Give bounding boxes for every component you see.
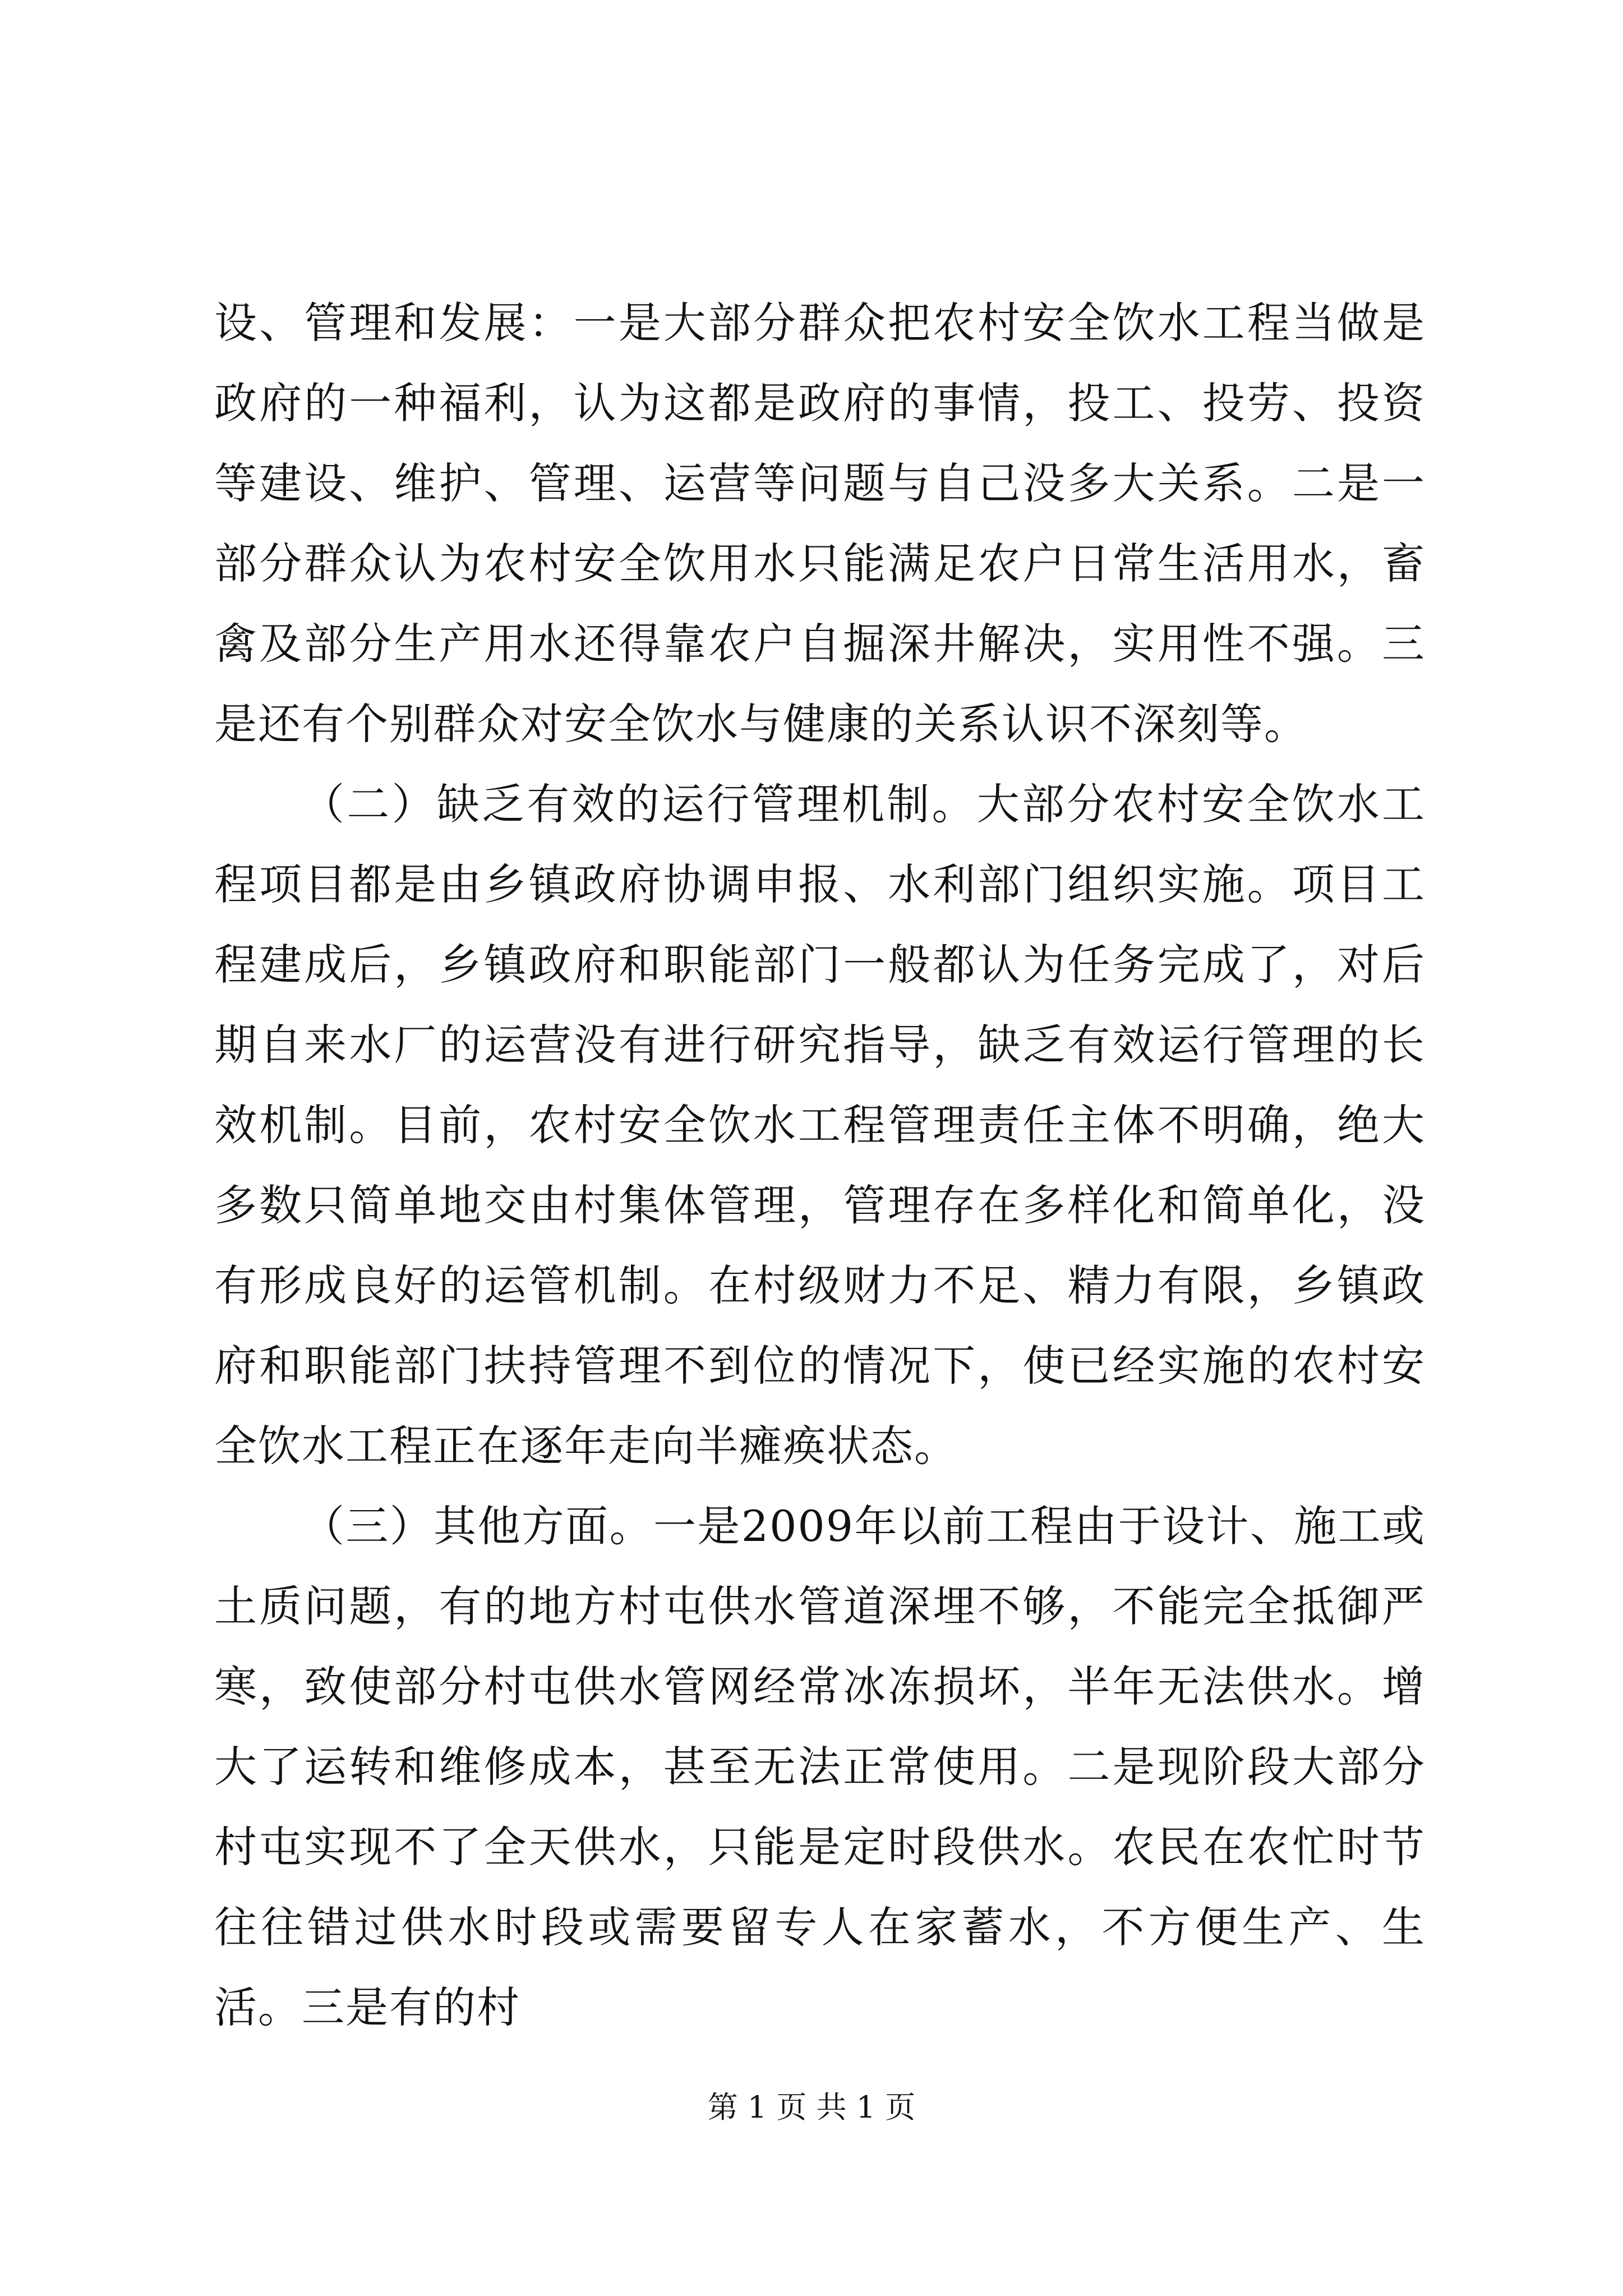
paragraph-3: （三）其他方面。一是2009年以前工程由于设计、施工或土质问题，有的地方村屯供水管道深埋不够，不能完全抵御严寒，致使部分村屯供水管网经常冰冻损坏，半年无法供水。增大了运转和维修成本，甚至无法正常使用。二是现阶段大部分村屯实现不了全天供水，只能是定时段供水。农民在农忙时节往往错过供水时段或需要留专人在家蓄水，不方便生产、生活。三是有的村 (214, 1501, 1426, 2032)
document-body (214, 283, 1426, 2047)
page-footer: 第 1 页 共 1 页 (707, 2090, 916, 2125)
paragraph-1: 设、管理和发展：一是大部分群众把农村安全饮水工程当做是政府的一种福利，认为这都是政府的事情，投工、投劳、投资等建设、维护、管理、运营等问题与自己没多大关系。二是一部分群众认为农村安全饮用水只能满足农户日常生活用水，畜禽及部分生产用水还得靠农户自掘深井解决，实用性不强。三是还有个别群众对安全饮水与健康的关系认识不深刻等。 (214, 298, 1426, 749)
paragraph-2: （二）缺乏有效的运行管理机制。大部分农村安全饮水工程项目都是由乡镇政府协调申报、水利部门组织实施。项目工程建成后，乡镇政府和职能部门一般都认为任务完成了，对后期自来水厂的运营没有进行研究指导，缺乏有效运行管理的长效机制。目前，农村安全饮水工程管理责任主体不明确，绝大多数只简单地交由村集体管理，管理存在多样化和简单化，没有形成良好的运管机制。在村级财力不足、精力有限，乡镇政府和职能部门扶持管理不到位的情况下，使已经实施的农村安全饮水工程正在逐年走向半瘫痪状态。 (214, 779, 1426, 1471)
